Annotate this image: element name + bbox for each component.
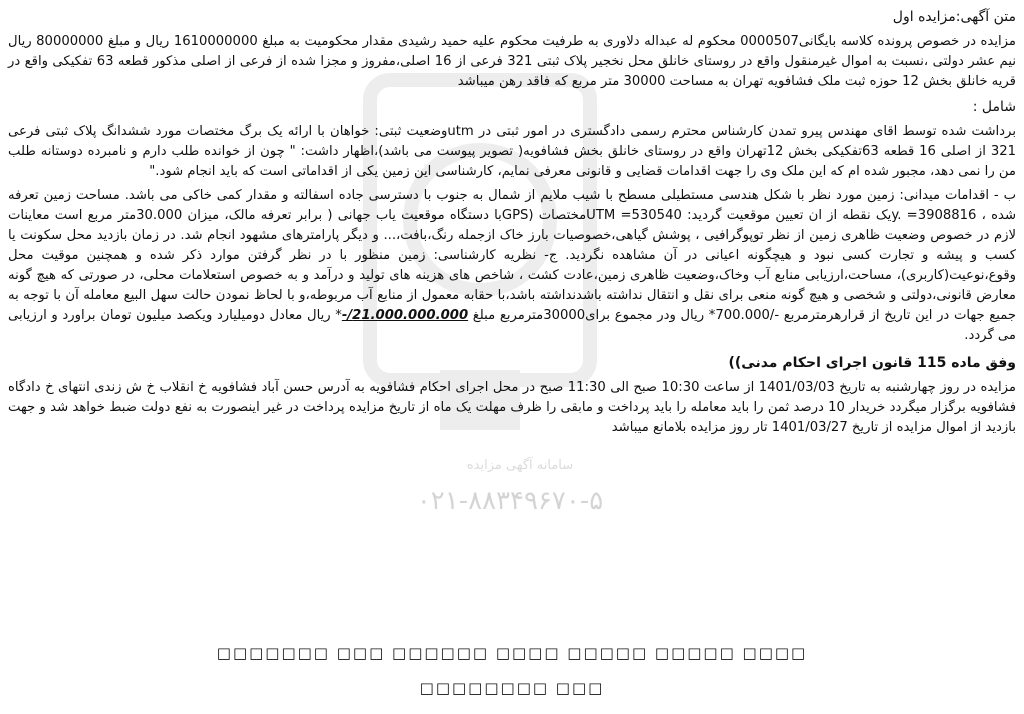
- footer-line-2: □□□□□□□□ □□□: [419, 679, 605, 697]
- notice-title: متن آگهی:مزایده اول: [892, 9, 1016, 25]
- paragraph-b: [8, 186, 1016, 346]
- paragraph-a: برداشت شده توسط اقای مهندس پیرو تمدن کارشناس محترم رسمی دادگستری در امور ثبتی در utmوضعیت ثبتی: خواهان با ارائه یک برگ مختصات مورد ششدانگ پلاک ثبتی فرعی 321 از اصلی 16 قطعه 63تفکیکی بخش 12تهران واقع در روستای خانلق بخش فشافویه( تصویر پیوست می باشد)،اظهار داشت: " چون از خوانده طلب دارم و نامبرده دوستانه طلب من را نمی دهد، مجبور شده ام که این ملک وی را جهت اقدامات قضایی و قانونی معرفی نمایم، کارشناسی این زمین یکی از اقداماتی است که باید انجام شود.": [8, 124, 1016, 179]
- watermark-phone: ۰۲۱-۸۸۳۴۹۶۷۰-۵: [416, 486, 604, 516]
- watermark-caption: سامانه آگهی مزایده: [466, 458, 574, 473]
- footer-line-1: □□□□□□□ □□□ □□□□□□ □□□□ □□□□□ □□□□□ □□□□: [216, 644, 808, 662]
- schedule-paragraph: مزایده در روز چهارشنبه به تاریخ 1401/03/03 از ساعت 10:30 صبح الی 11:30 صبح در محل اجرای احکام فشافویه به آدرس حسن آباد فشافویه خ انقلاب خ ش زندی انتهای خ دادگاه فشافویه برگزار میگردد خریدار 10 درصد ثمن را باید معامله را باید پرداخت و مابقی را ظرف مهلت یک ماه از تاریخ مزایده پرداخت در غیر اینصورت به نفع دولت ضبط خواهد شد و جهت بازدید از اموال مزایده از تاریخ 1401/03/27 تار روز مزایده بلامانع میباشد: [8, 380, 1016, 435]
- intro-paragraph: مزایده در خصوص پرونده کلاسه بایگانی0000507 محکوم له عبداله دلاوری به طرفیت محکوم علیه حمید رشیدی مقدار محکومیت به مبلغ 1610000000 ریال و مبلغ 80000000 ریال نیم عشر دولتی ،نسبت به اموال غیرمنقول واقع در روستای خانلق محل نخجیر پلاک ثبتی 321 فرعی از 16 اصلی،مفروز و مجزا شده از فرعی از اصلی مذکور قطعه 63 تفکیکی واقع در قریه خانلق بخش 12 حوزه ثبت ملک فشافویه تهران به مساحت 30000 متر مربع که فاقد رهن میباشد: [8, 34, 1016, 89]
- paragraph-b-tail: * ریال معادل دومیلیارد ویکصد میلیون تومان براورد و ارزیابی می گردد.: [8, 308, 1016, 343]
- paragraph-b-text: ب - اقدامات میدانی: زمین مورد نظر با شکل هندسی مستطیلی مسطح با شیب ملایم از شمال به جنوب با دسترسی جاده اسفالته و مقدار کمی خاکی می باشد. مساحت زمین تعرفه شده ، y. =3908816یک نقطه از ان تعیین موقعیت گردید: UTM =530540مختصات (GPSبا دستگاه موقعیت یاب جهانی ( برابر تعرفه مالک، میزان 30.000متر مربع است معاینات لازم در خصوص وضعیت ظاهری زمین از نظر توپوگرافیی ، پوشش گیاهی،خصوصیات بارز خاک ازجمله رنگ،بافت،... و دیگر پارامترهای مشهود انجام شد. در زمان بازدید محل سکونت یا کسب و پیشه و تجارت کسی نبود و هیچگونه اعیانی در آن مشاهده نگردید. ج- نظریه کارشناسی: زمین منظور با در نظر گرفتن موارد ذکر شده و همچنین موقیت محل وقوع،نوعیت(کاربری)، مساحت،ارزیابی منابع آب وخاک،وضعیت ظاهری زمین،عادت کشت ، شاخص های هزینه های تولید و درآمد و به خصوص استعلامات محلی، در صورتی که هیچ گونه معارض قانونی،دولتی و شخصی و هیچ گونه منعی برای نقل و انتقال نداشته باشدنداشته باشد،با حقابه معمول از منابع آب مربوطه،و با لحاظ نمودن حالت سهل البیع معامله آن با توجه به جمیع جهات در این تاریخ از قرارهرمترمربع -/700.000* ریال ودر مجموع برای30000مترمربع مبلغ: [8, 188, 1017, 323]
- total-amount: 21.000.000.000/-: [341, 308, 469, 323]
- includes-label: شامل :: [972, 99, 1016, 115]
- notice-document: [8, 6, 1016, 442]
- legal-basis: وفق ماده 115 قانون اجرای احکام مدنی)): [728, 355, 1016, 371]
